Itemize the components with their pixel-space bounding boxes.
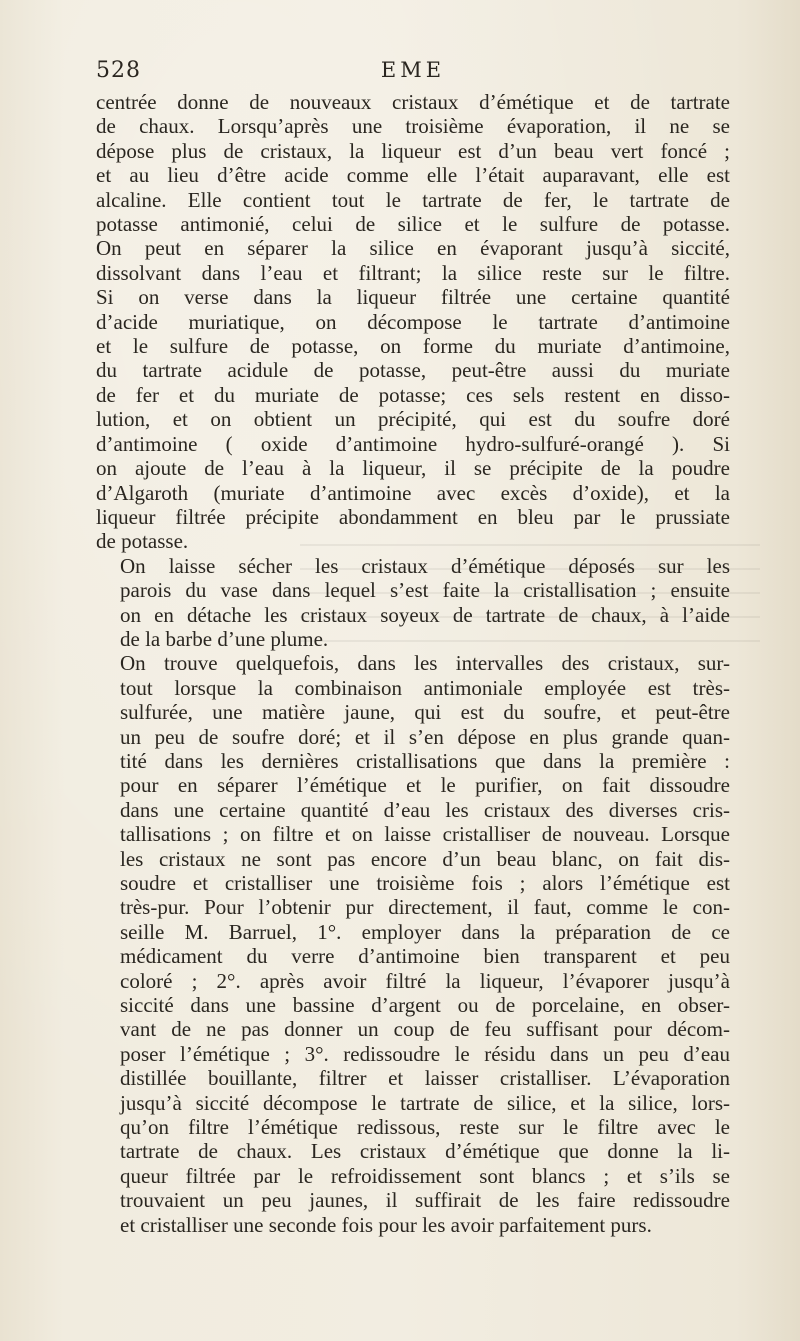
text-line: On laisse sécher les cristaux d’émétique déposés sur les: [120, 553, 730, 578]
text-line: dissolvant dans l’eau et filtrant; la silice reste sur le filtre.: [96, 260, 730, 285]
text-line: de fer et du muriate de potasse; ces sels restent en disso-: [96, 382, 730, 407]
text-line: alcaline. Elle contient tout le tartrate de fer, le tartrate de: [96, 187, 730, 212]
text-line: parois du vase dans lequel s’est faite la cristallisation ; ensuite: [120, 578, 730, 603]
text-line: et au lieu d’être acide comme elle l’était auparavant, elle est: [96, 163, 730, 188]
text-line: distillée bouillante, filtrer et laisser cristalliser. L’évaporation: [120, 1066, 730, 1091]
text-line: potasse antimonié, celui de silice et le sulfure de potasse.: [96, 212, 730, 237]
text-line: soudre et cristalliser une troisième fois ; alors l’émétique est: [120, 871, 730, 895]
text-line: et cristalliser une seconde fois pour les avoir parfaitement purs.: [120, 1212, 652, 1237]
text-line: poser l’émétique ; 3°. redissoudre le résidu dans un peu d’eau: [120, 1041, 730, 1066]
text-line: de potasse.: [96, 529, 189, 554]
paragraph: [96, 554, 730, 652]
page-number: 528: [96, 58, 141, 83]
running-head: EME: [380, 58, 446, 82]
text-line: d’acide muriatique, on décompose le tartrate d’antimoine: [96, 309, 730, 334]
text-line: d’antimoine ( oxide d’antimoine hydro-sulfuré-orangé ). Si: [96, 431, 730, 456]
text-line: de chaux. Lorsqu’après une troisième évaporation, il ne se: [96, 114, 730, 139]
body-text: [96, 90, 730, 1237]
text-line: et le sulfure de potasse, on forme du muriate d’antimoine,: [96, 334, 730, 359]
text-line: lution, et on obtient un précipité, qui est du soufre doré: [96, 407, 730, 432]
text-line: trouvaient un peu jaunes, il suffirait de les faire redissoudre: [120, 1188, 730, 1213]
text-line: centrée donne de nouveaux cristaux d’émétique et de tartrate: [96, 90, 730, 114]
text-line: vant de ne pas donner un coup de feu suffisant pour décom-: [120, 1017, 730, 1042]
text-line: très-pur. Pour l’obtenir pur directement, il faut, comme le con-: [120, 895, 730, 920]
text-line: dans une certaine quantité d’eau les cristaux des diverses cris-: [120, 797, 730, 822]
page-header: [96, 58, 730, 88]
text-line: les cristaux ne sont pas encore d’un beau blanc, on fait dis-: [120, 846, 730, 871]
text-line: tout lorsque la combinaison antimoniale employée est très-: [120, 675, 730, 700]
paragraph: [96, 90, 730, 554]
text-line: siccité dans une bassine d’argent ou de porcelaine, en obser-: [120, 993, 730, 1018]
text-line: médicament du verre d’antimoine bien transparent et peu: [120, 944, 730, 969]
text-line: tallisations ; on filtre et on laisse cristalliser de nouveau. Lorsque: [120, 822, 730, 847]
text-line: queur filtrée par le refroidissement sont blancs ; et s’ils se: [120, 1163, 730, 1188]
text-line: On trouve quelquefois, dans les intervalles des cristaux, sur-: [120, 651, 730, 676]
text-line: qu’on filtre l’émétique redissous, reste sur le filtre avec le: [120, 1115, 730, 1140]
text-line: dépose plus de cristaux, la liqueur est d’un beau vert foncé ;: [96, 138, 730, 163]
text-line: On peut en séparer la silice en évaporant jusqu’à siccité,: [96, 236, 730, 261]
text-line: pour en séparer l’émétique et le purifier, on fait dissoudre: [120, 773, 730, 798]
text-line: on en détache les cristaux soyeux de tartrate de chaux, à l’aide: [120, 602, 730, 627]
paragraph: [96, 651, 730, 1237]
text-line: coloré ; 2°. après avoir filtré la liqueur, l’évaporer jusqu’à: [120, 968, 730, 993]
text-line: on ajoute de l’eau à la liqueur, il se précipite de la poudre: [96, 456, 730, 481]
text-line: un peu de soufre doré; et il s’en dépose en plus grande quan-: [120, 724, 730, 749]
text-line: du tartrate acidule de potasse, peut-être aussi du muriate: [96, 358, 730, 383]
text-line: tartrate de chaux. Les cristaux d’émétique que donne la li-: [120, 1139, 730, 1164]
text-line: de la barbe d’une plume.: [120, 626, 329, 651]
text-line: d’Algaroth (muriate d’antimoine avec excès d’oxide), et la: [96, 480, 730, 505]
text-line: Si on verse dans la liqueur filtrée une certaine quantité: [96, 285, 730, 310]
text-line: liqueur filtrée précipite abondamment en bleu par le prussiate: [96, 504, 730, 529]
text-line: sulfurée, une matière jaune, qui est du soufre, et peut-être: [120, 700, 730, 725]
text-line: jusqu’à siccité décompose le tartrate de silice, et la silice, lors-: [120, 1090, 730, 1115]
text-line: tité dans les dernières cristallisations que dans la première :: [120, 748, 730, 773]
text-line: seille M. Barruel, 1°. employer dans la préparation de ce: [120, 919, 730, 944]
